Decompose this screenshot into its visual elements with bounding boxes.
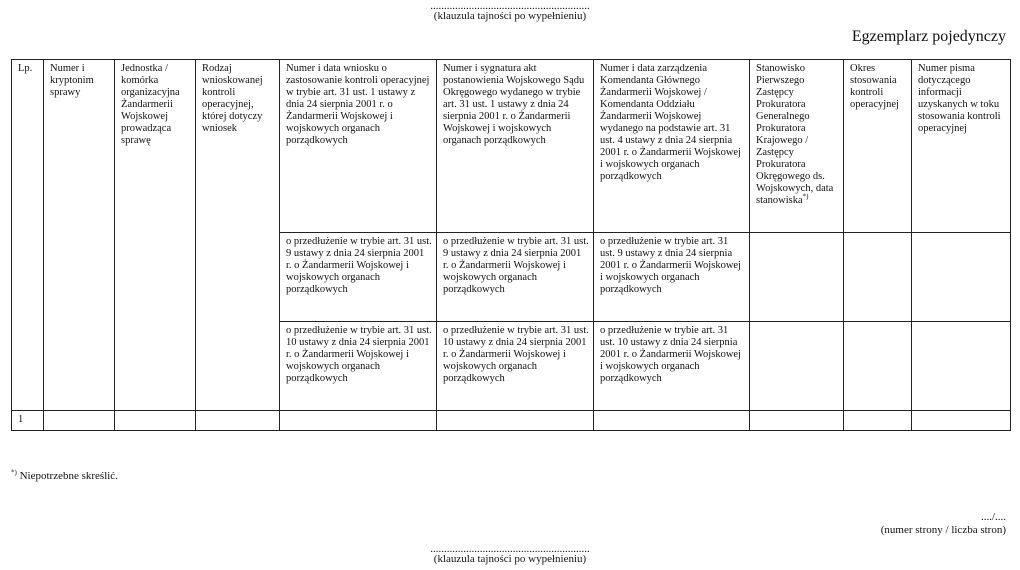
- extension-art9-commander-order: o przedłużenie w trybie art. 31 ust. 9 ustawy z dnia 24 sierpnia 2001 r. o Żandarmerii Wojskowej i wojskowych organach porządkowych: [594, 233, 750, 322]
- extension-art10-commander-order: o przedłużenie w trybie art. 31 ust. 10 ustawy z dnia 24 sierpnia 2001 r. o Żandarmerii Wojskowej i wojskowych organach porządkowych: [594, 322, 750, 411]
- page-number-block: [881, 511, 1006, 537]
- empty-cell: [844, 411, 912, 431]
- empty-cell: [750, 233, 844, 322]
- clause-label: (klauzula tajności po wypełnieniu): [433, 553, 587, 565]
- row-number: 1: [12, 411, 44, 431]
- header-lp: Lp.: [12, 60, 44, 411]
- empty-cell: [844, 233, 912, 322]
- header-application: Numer i data wniosku o zastosowanie kontroli operacyjnej w trybie art. 31 ust. 1 ustawy z dnia 24 sierpnia 2001 r. o Żandarmerii Wojskowej i wojskowych organach porządkowych: [280, 60, 437, 233]
- empty-cell: [196, 411, 280, 431]
- header-period: Okres stosowania kontroli operacyjnej: [844, 60, 912, 233]
- header-court-ruling: Numer i sygnatura akt postanowienia Wojskowego Sądu Okręgowego wydanego w trybie art. 31 ust. 1 ustawy z dnia 24 sierpnia 2001 r. o Żandarmerii Wojskowej i wojskowych organach porządkowych: [437, 60, 594, 233]
- extension-art10-court-ruling: o przedłużenie w trybie art. 31 ust. 10 ustawy z dnia 24 sierpnia 2001 r. o Żandarmerii Wojskowej i wojskowych organach porządkowych: [437, 322, 594, 411]
- classification-clause-bottom: [0, 545, 1020, 565]
- prosecutor-position-text: Stanowisko Pierwszego Zastępcy Prokuratora Generalnego Prokuratora Krajowego / Zastępcy Prokuratora Okręgowego ds. Wojskowych, data stanowiska: [756, 63, 834, 206]
- clause-dots: ..........................................................: [430, 0, 590, 12]
- empty-cell: [115, 411, 196, 431]
- footnote-text: Niepotrzebne skreślić.: [19, 470, 118, 482]
- footnote: [11, 470, 118, 482]
- extension-art10-application: o przedłużenie w trybie art. 31 ust. 10 ustawy z dnia 24 sierpnia 2001 r. o Żandarmerii Wojskowej i wojskowych organach porządkowych: [280, 322, 437, 411]
- empty-cell: [912, 233, 1011, 322]
- header-case-number: Numer i kryptonim sprawy: [44, 60, 115, 411]
- empty-cell: [280, 411, 437, 431]
- empty-cell: [44, 411, 115, 431]
- empty-cell: [750, 322, 844, 411]
- header-control-type: Rodzaj wnioskowanej kontroli operacyjnej, której dotyczy wniosek: [196, 60, 280, 411]
- footnote-mark: *): [802, 192, 809, 201]
- header-letter-number: Numer pisma dotyczącego informacji uzyskanych w toku stosowania kontroli operacyjnej: [912, 60, 1011, 233]
- empty-cell: [750, 411, 844, 431]
- table-row: [12, 411, 1011, 431]
- clause-dots: ..........................................................: [430, 543, 590, 555]
- footnote-mark: *): [11, 468, 17, 477]
- control-register-table: [11, 59, 1011, 431]
- extension-art9-court-ruling: o przedłużenie w trybie art. 31 ust. 9 ustawy z dnia 24 sierpnia 2001 r. o Żandarmerii Wojskowej i wojskowych organach porządkowych: [437, 233, 594, 322]
- clause-label: (klauzula tajności po wypełnieniu): [433, 10, 587, 22]
- header-unit: Jednostka / komórka organizacyjna Żandarmerii Wojskowej prowadząca sprawę: [115, 60, 196, 411]
- header-commander-order: Numer i data zarządzenia Komendanta Głównego Żandarmerii Wojskowej / Komendanta Oddziału Żandarmerii Wojskowej wydanego na podstawie art. 31 ust. 4 ustawy z dnia 24 sierpnia 2001 r. o Żandarmerii Wojskowej i wojskowych organach porządkowych: [594, 60, 750, 233]
- empty-cell: [844, 322, 912, 411]
- copy-label: Egzemplarz pojedynczy: [851, 28, 1006, 45]
- header-prosecutor-position: [750, 60, 844, 233]
- extension-art9-application: o przedłużenie w trybie art. 31 ust. 9 ustawy z dnia 24 sierpnia 2001 r. o Żandarmerii Wojskowej i wojskowych organach porządkowych: [280, 233, 437, 322]
- empty-cell: [912, 411, 1011, 431]
- empty-cell: [912, 322, 1011, 411]
- page-count-label: (numer strony / liczba stron): [880, 524, 1006, 536]
- empty-cell: [437, 411, 594, 431]
- classification-clause-top: [0, 2, 1020, 22]
- page-count: ..../....: [980, 511, 1006, 523]
- table-row: [12, 60, 1011, 233]
- empty-cell: [594, 411, 750, 431]
